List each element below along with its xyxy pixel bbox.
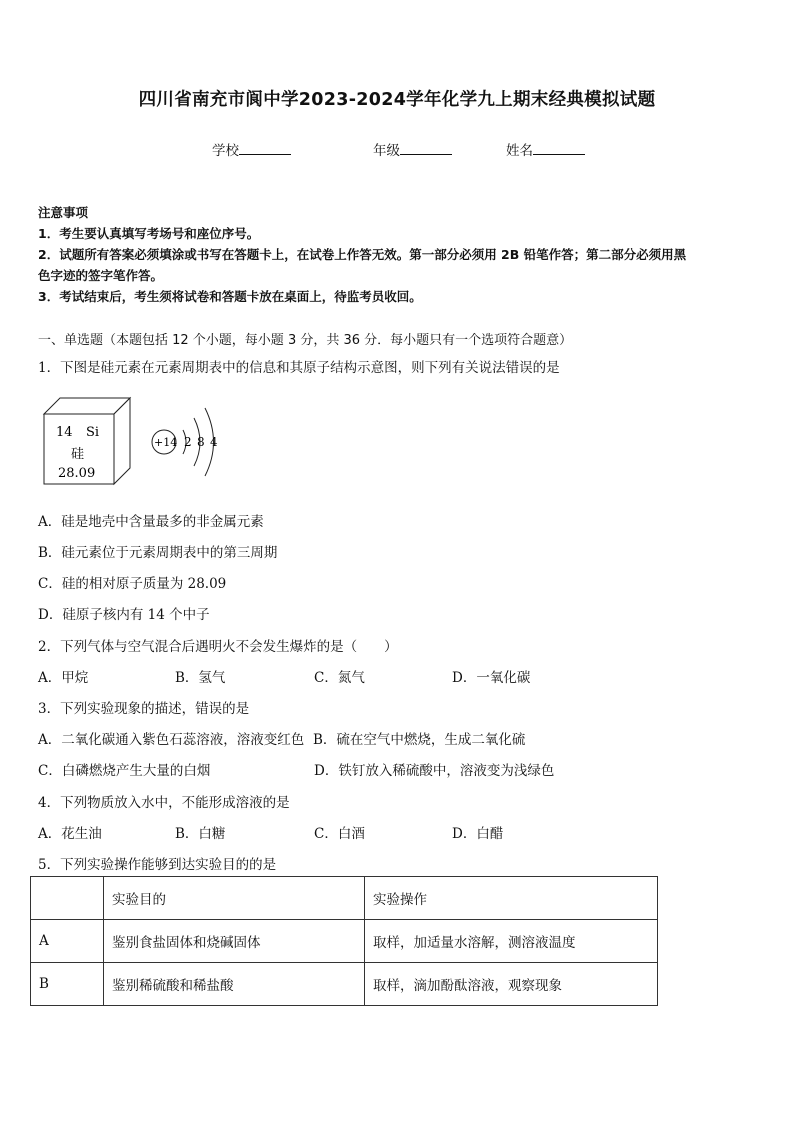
- table-cell: A: [31, 920, 104, 963]
- table-header-row: [31, 877, 658, 920]
- school-label: 学校: [212, 143, 239, 159]
- q1-option: A．硅是地壳中含量最多的非金属元素: [38, 514, 264, 530]
- grade-blank: [400, 142, 452, 155]
- name-label: 姓名: [506, 143, 533, 159]
- q1-option: D．硅原子核内有 14 个中子: [38, 607, 210, 623]
- q1-option: B．硅元素位于元素周期表中的第三周期: [38, 545, 278, 561]
- table-header-cell: [31, 877, 104, 920]
- periodic-cell: [44, 398, 130, 484]
- section-heading: 一、单选题（本题包括 12 个小题，每小题 3 分，共 36 分．每小题只有一个选项符合题意）: [38, 333, 573, 348]
- grade-label: 年级: [373, 143, 400, 159]
- shell-electrons: 2: [184, 435, 192, 449]
- q3-option: A．二氧化碳通入紫色石蕊溶液，溶液变红色: [38, 732, 305, 748]
- element-name: 硅: [71, 447, 85, 462]
- q4-option: B．白糖: [175, 826, 226, 842]
- exam-title: 四川省南充市阆中学2023-2024学年化学九上期末经典模拟试题: [138, 90, 656, 110]
- q4-stem: 4．下列物质放入水中，不能形成溶液的是: [38, 795, 290, 811]
- notes-item: 1．考生要认真填写考场号和座位序号。: [38, 226, 260, 241]
- q2-option: C．氮气: [314, 670, 365, 686]
- table-row: [31, 920, 658, 963]
- atom-structure: [152, 408, 218, 476]
- school-field: [212, 139, 291, 159]
- silicon-diagram: [36, 392, 236, 492]
- notes-item: 3．考试结束后，考生须将试卷和答题卡放在桌面上，待监考员收回。: [38, 289, 422, 304]
- q1-stem: 1．下图是硅元素在元素周期表中的信息和其原子结构示意图，则下列有关说法错误的是: [38, 360, 560, 376]
- school-blank: [239, 142, 291, 155]
- nucleus-charge: +14: [154, 436, 178, 449]
- shell-electrons: 4: [210, 435, 218, 449]
- q5-stem: 5．下列实验操作能够到达实验目的的是: [38, 857, 277, 873]
- q1-option: C．硅的相对原子质量为 28.09: [38, 576, 227, 592]
- table-row: [31, 963, 658, 1006]
- notes-item: 2．试题所有答案必须填涂或书写在答题卡上，在试卷上作答无效。第一部分必须用 2B 铅笔作答；第二部分必须用黑: [38, 247, 687, 262]
- q4-option: D．白醋: [452, 826, 504, 842]
- atomic-mass: 28.09: [58, 466, 96, 481]
- q2-stem: 2．下列气体与空气混合后遇明火不会发生爆炸的是（ ）: [38, 639, 398, 655]
- q2-option: D．一氧化碳: [452, 670, 531, 686]
- name-field: [506, 139, 585, 159]
- q4-option: A．花生油: [38, 826, 102, 842]
- table-cell: 鉴别稀硫酸和稀盐酸: [104, 963, 365, 1006]
- table-cell: 取样，滴加酚酞溶液，观察现象: [365, 963, 658, 1006]
- grade-field: [373, 139, 452, 159]
- q2-option: B．氢气: [175, 670, 226, 686]
- q3-option: D．铁钉放入稀硫酸中，溶液变为浅绿色: [314, 763, 555, 779]
- atomic-number: 14: [56, 425, 73, 440]
- table-header-cell: 实验操作: [365, 877, 658, 920]
- q3-option: B．硫在空气中燃烧，生成二氧化硫: [313, 732, 526, 748]
- q3-stem: 3．下列实验现象的描述，错误的是: [38, 701, 250, 717]
- q4-option: C．白酒: [314, 826, 365, 842]
- name-blank: [533, 142, 585, 155]
- table-header-cell: 实验目的: [104, 877, 365, 920]
- table-cell: 鉴别食盐固体和烧碱固体: [104, 920, 365, 963]
- notes-item: 色字迹的签字笔作答。: [38, 268, 164, 283]
- experiment-table: [30, 876, 658, 1006]
- notes-heading: 注意事项: [38, 205, 89, 220]
- q3-option: C．白磷燃烧产生大量的白烟: [38, 763, 211, 779]
- q2-option: A．甲烷: [38, 670, 89, 686]
- table-cell: B: [31, 963, 104, 1006]
- element-symbol: Si: [86, 425, 100, 440]
- table-cell: 取样，加适量水溶解，测溶液温度: [365, 920, 658, 963]
- shell-electrons: 8: [197, 435, 205, 449]
